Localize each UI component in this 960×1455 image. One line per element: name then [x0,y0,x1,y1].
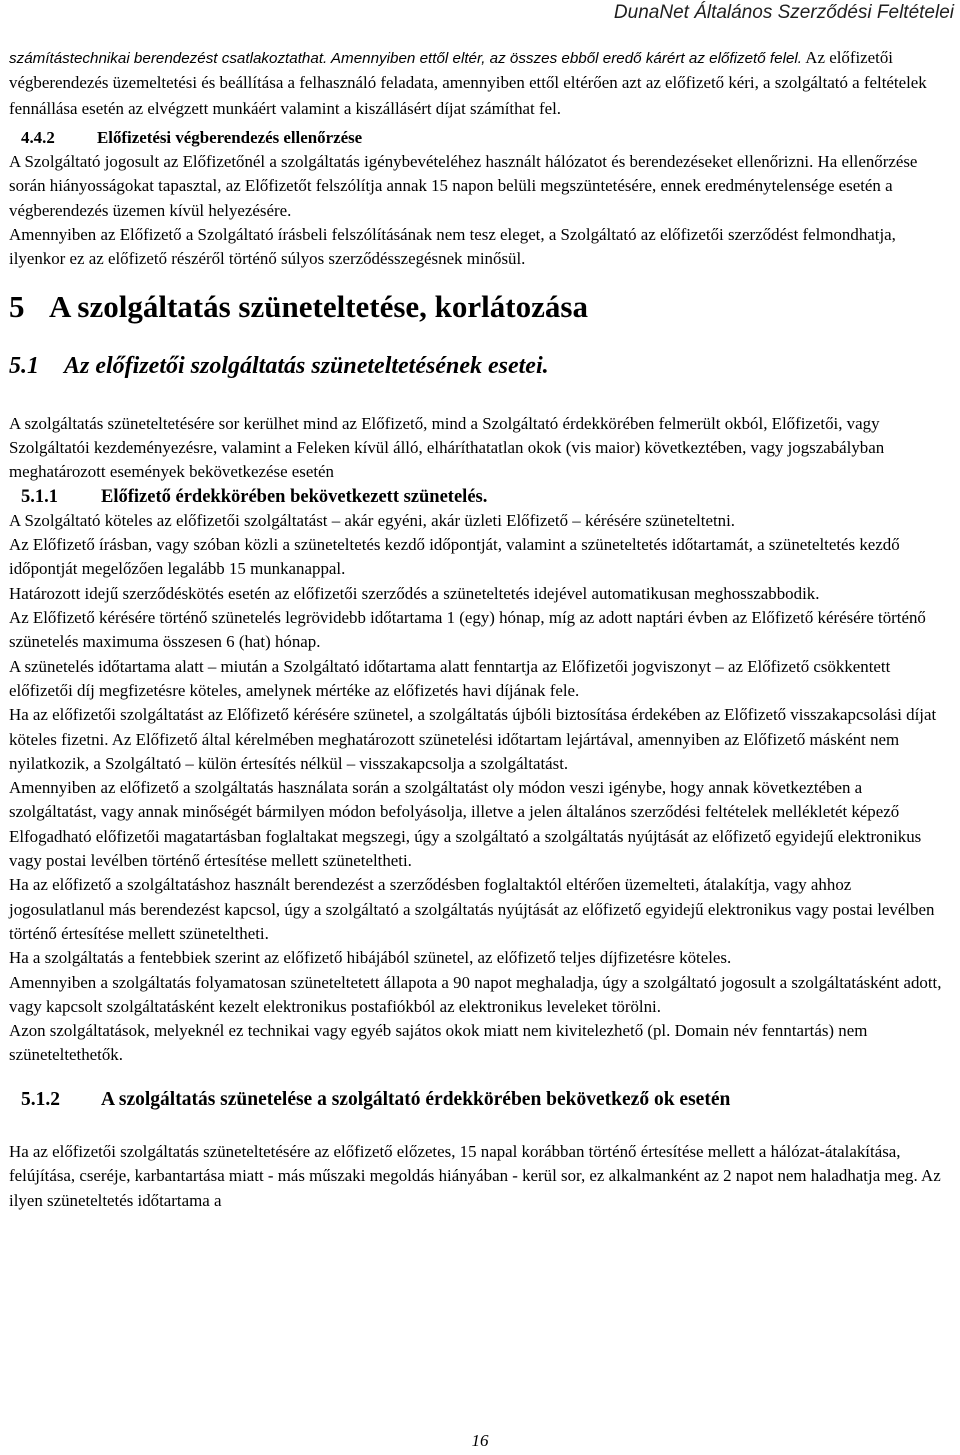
heading-5 [9,289,951,325]
paragraph: A Szolgáltató jogosult az Előfizetőnél a szolgáltatás igénybevételéhez használt hálózatot és berendezéseket ellenőrizni. Ha ellenőrzése során hiányosságokat tapasztal, az Előfizetőt felszólítja annak 15 napon belüli megszüntetésére, ennek eredménytelensége esetén a végberendezés üzemen kívül helyezésére. [9,152,918,220]
heading-title: Előfizetési végberendezés ellenőrzése [97,127,363,147]
heading-number: 5.1.2 [21,1088,60,1110]
lead-in-paragraph [9,46,951,122]
paragraph: Amennyiben az előfizető a szolgáltatás használata során a szolgáltatást oly módon veszi igénybe, hogy annak következtében a szolgáltatást, vagy annak minőségét bármilyen módon befolyásolja, illetve a jelen általános szerződési feltételek mellékletét képező Elfogadható előfizetői magatartásban foglaltakat megszegi, úgy a szolgáltató a szolgáltatás nyújtását az előfizető egyidejű elektronikus vagy postai levélben történő értesítése mellett szüneteltheti. [9,778,922,871]
lead-in-serif-text: Az előfizetői végberendezés üzemeltetési és beállítása a felhasználó feladata, amennyiben ettől eltérően azt az előfizető kéri, a szolgáltató a feltételek fennállása esetén az elvégzett munkáért valamint a kiszállásért díjat számíthat fel. [9,48,927,118]
paragraph: Amennyiben a szolgáltatás folyamatosan szüneteltetett állapota a 90 napot meghaladja, úgy a szolgáltató jogosult a szolgáltatásként adott, vagy kapcsolt szolgáltatásként kezelt elektronikus postafiókból az elektronikus leveleket törölni. [9,972,942,1016]
heading-title: Előfizető érdekkörében bekövetkezett szünetelés. [101,486,488,507]
paragraph: Ha az előfizetői szolgáltatást az Előfizető kérésére szünetel, a szolgáltatás újbóli biztosítása érdekében az Előfizető visszakapcsolási díjat köteles fizetni. Az Előfizető által kérelmében meghatározott szünetelési időtartam lejártával, amennyiben az Előfizető másként nem nyilatkozik, a Szolgáltató – külön értesítés nélkül – visszakapcsolja a szolgáltatást. [9,705,937,773]
heading-title: A szolgáltatás szünetelése a szolgáltató érdekkörében bekövetkező ok esetén [101,1088,731,1110]
page-number: 16 [471,1431,489,1450]
paragraph: Ha a szolgáltatás a fentebbiek szerint az előfizető hibájából szünetel, az előfizető teljes díjfizetésre köteles. [9,948,732,968]
paragraph: Azon szolgáltatások, melyeknél ez technikai vagy egyéb sajátos okok miatt nem kivitelezhető (pl. Domain név fenntartás) nem szüneteltethetők. [9,1021,868,1065]
paragraph: Az Előfizető írásban, vagy szóban közli a szüneteltetés kezdő időpontját, valamint a szüneteltetés időtartamát, a szüneteltetés kezdő időpontját megelőzően legalább 15 munkanappal. [9,535,900,579]
paragraph: A szolgáltatás szüneteltetésére sor kerülhet mind az Előfizető, mind a Szolgáltató érdekkörében felmerült okból, Előfizetői, vagy Szolgáltatói kezdeményezésre, valamint a Feleken kívül álló, elháríthatatlan okok (vis maior) következtében, vagy jogszabályban meghatározott események bekövetkezése esetén [9,413,885,482]
paragraph: Az Előfizető kérésére történő szünetelés legrövidebb időtartama 1 (egy) hónap, míg az adott naptári évben az Előfizető kérésére történő szünetelés maximuma összesen 6 (hat) hónap. [9,608,926,652]
paragraph: A Szolgáltató köteles az előfizetői szolgáltatást – akár egyéni, akár üzleti Előfizető – kérésére szüneteltetni. [9,510,735,530]
heading-number: 5 [9,288,25,324]
heading-number: 5.1 [9,352,39,379]
heading-5-1-1 [9,485,951,509]
paragraph: Ha az előfizetői szolgáltatás szüneteltetésére az előfizető előzetes, 15 napal korábban történő értesítése mellett a hálózat-átalakítása, felújítása, cseréje, karbantartása miatt - más műszaki megoldás hiányában - kerül sor, ez alkalmanként az 2 napot nem haladhatja meg. Az ilyen szüneteltetés időtartama a [9,1141,941,1210]
paragraph: A szünetelés időtartama alatt – miután a Szolgáltató időtartama alatt fenntartja az Előfizetői jogviszonyt – az Előfizető csökkentett előfizetői díj megfizetésre köteles, amelynek mértéke az előfizetés havi díjának fele. [9,656,891,700]
heading-4-4-2 [9,126,951,150]
paragraph: Határozott idejű szerződéskötés esetén az előfizetői szerződés a szüneteltetés idejével automatikusan meghosszabbodik. [9,583,820,603]
running-header: DunaNet Általános Szerződési Feltételei [613,2,954,23]
lead-in-italic-text: számítástechnikai berendezést csatlakoztathat. Amennyiben ettől eltér, az összes ebből eredő kárért az előfizető felel. [9,50,802,67]
heading-number: 5.1.1 [21,486,58,507]
heading-title: Az előfizetői szolgáltatás szüneteltetésének esetei. [64,352,549,379]
heading-5-1 [9,351,951,381]
paragraph: Ha az előfizető a szolgáltatáshoz használt berendezést a szerződésben foglaltaktól eltérően üzemelteti, átalakítja, vagy ahhoz jogosulatlanul más berendezést kapcsol, úgy a szolgáltató a szolgáltatás nyújtását az előfizető egyidejű elektronikus vagy postai levélben történő értesítése mellett szüneteltheti. [9,875,935,943]
heading-title: A szolgáltatás szüneteltetése, korlátozása [49,288,588,324]
paragraph: Amennyiben az Előfizető a Szolgáltató írásbeli felszólításának nem tesz eleget, a Szolgáltató az előfizetői szerződést felmondhatja, ilyenkor ez az előfizető részéről történő súlyos szerződésszegésnek minősül. [9,225,896,269]
heading-5-1-2 [9,1088,951,1112]
heading-number: 4.4.2 [21,127,55,147]
document-body [9,46,951,1213]
